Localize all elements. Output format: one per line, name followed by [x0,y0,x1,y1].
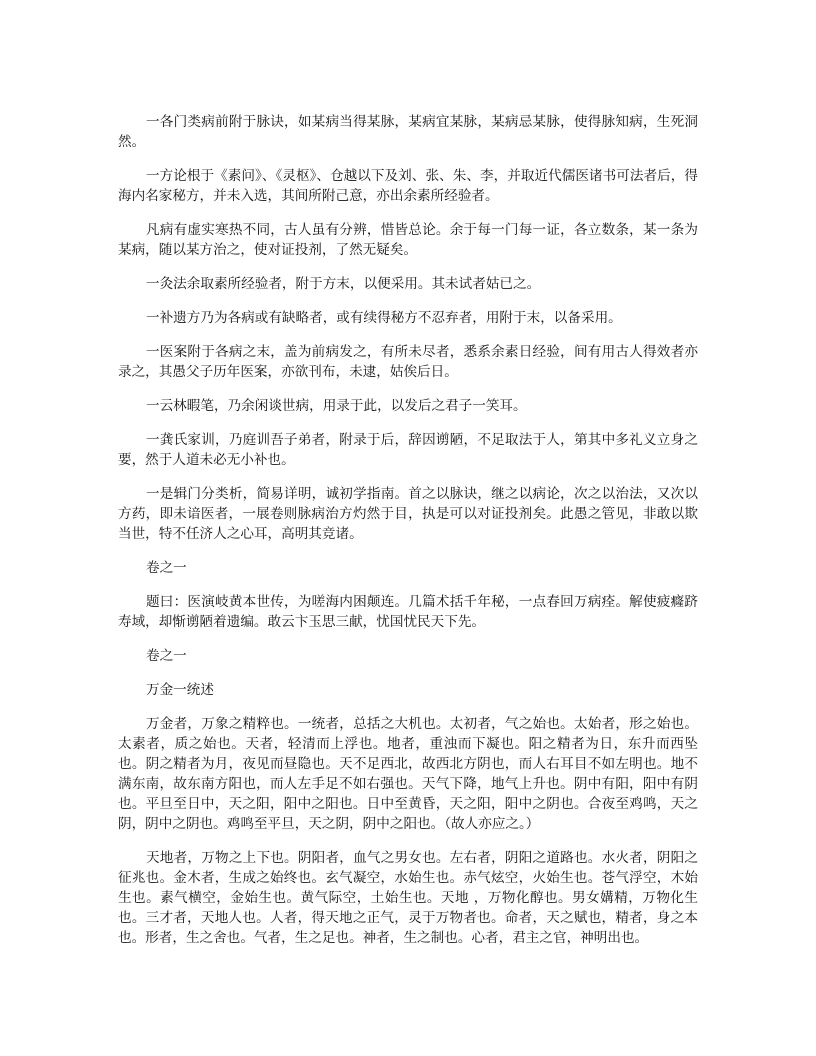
volume-heading: 卷之一 [146,560,187,576]
section-title: 万金一统述 [146,682,214,698]
paragraph-family-instructions: 一龚氏家训，乃庭训吾子弟者，附录于后，辞因谫陋，不足取法于人，第其中多礼义立身之要，然于人道未必无小补也。 [118,432,698,468]
paragraph-compilation-summary: 一是辑门分类析，简易详明，诚初学指南。首之以脉诀，继之以病论，次之以治法，又次以方药，即未谙医者，一展卷则脉病治方灼然于目，执是可以对证投剂矣。此愚之管见，非敢以欺当世，特不任济人之心耳，高明其竞诸。 [118,486,698,542]
paragraph-moxibustion: 一灸法余取素所经验者，附于方末，以便采用。其未试者姑已之。 [146,276,541,292]
paragraph-pulse-rules: 一各门类病前附于脉诀，如某病当得某脉，某病宜某脉，某病忌某脉，使得脉知病，生死洞然。 [118,114,698,150]
paragraph-supplementary-formulas: 一补遗方乃为各病或有缺略者，或有续得秘方不忍弃者，用附于末，以备采用。 [146,310,622,326]
document-page [118,112,698,962]
paragraph-yunlin-notes: 一云林暇笔，乃余闲谈世病，用录于此，以发后之君子一笑耳。 [146,398,527,414]
volume-heading: 卷之一 [146,648,187,664]
paragraph-medical-cases: 一医案附于各病之末，盖为前病发之，有所未尽者，悉系余素日经验，间有用古人得效者亦录之，其愚父子历年医案，亦欲刊布，未逮，姑俟后日。 [118,344,698,380]
paragraph-disease-types: 凡病有虚实寒热不同，古人虽有分辨，惜皆总论。余于每一门每一证，各立数条，某一条为某病，随以某方治之，使对证投剂，了然无疑矣。 [118,222,698,258]
paragraph-wanjin-overview: 万金者，万象之精粹也。一统者，总括之大机也。太初者，气之始也。太始者，形之始也。太素者，质之始也。天者，轻清而上浮也。地者，重浊而下凝也。阳之精者为日，东升而西坠也。阴之精者为月，夜见而昼隐也。天不足西北，故西北方阴也，而人右耳目不如左明也。地不满东南，故东南方阳也，而人左手足不如右强也。天气下降，地气上升也。阴中有阳，阳中有阴也。平旦至日中，天之阳，阳中之阳也。日中至黄昏，天之阳，阳中之阴也。合夜至鸡鸣，天之阴，阴中之阴也。鸡鸣至平旦，天之阴，阴中之阳也。（故人亦应之。） [118,716,698,832]
paragraph-poem: 题曰：医演岐黄本世传，为嗟海内困颠连。几篇术括千年秘，一点春回万病痊。解使疲癃跻寿域，却惭谫陋着遗编。敢云卞玉思三献，忧国忧民天下先。 [118,594,698,630]
paragraph-formula-sources: 一方论根于《素问》、《灵枢》、仓越以下及刘、张、朱、李，并取近代儒医诸书可法者后，得海内名家秘方，并未入选，其间所附己意，亦出余素所经验者。 [118,168,698,204]
paragraph-heaven-earth: 天地者，万物之上下也。阴阳者，血气之男女也。左右者，阴阳之道路也。水火者，阴阳之征兆也。金木者，生成之始终也。玄气凝空，水始生也。赤气炫空，火始生也。苍气浮空，木始生也。素气横空，金始生也。黄气际空，土始生也。天地 ，万物化醇也。男女媾精，万物化生也。三才者，天地人也。人者，得天地之正气，灵于万物者也。命者，天之赋也，精者，身之本也。形者，生之舍也。气者，生之足也。神者，生之制也。心者，君主之官，神明出也。 [118,850,698,946]
